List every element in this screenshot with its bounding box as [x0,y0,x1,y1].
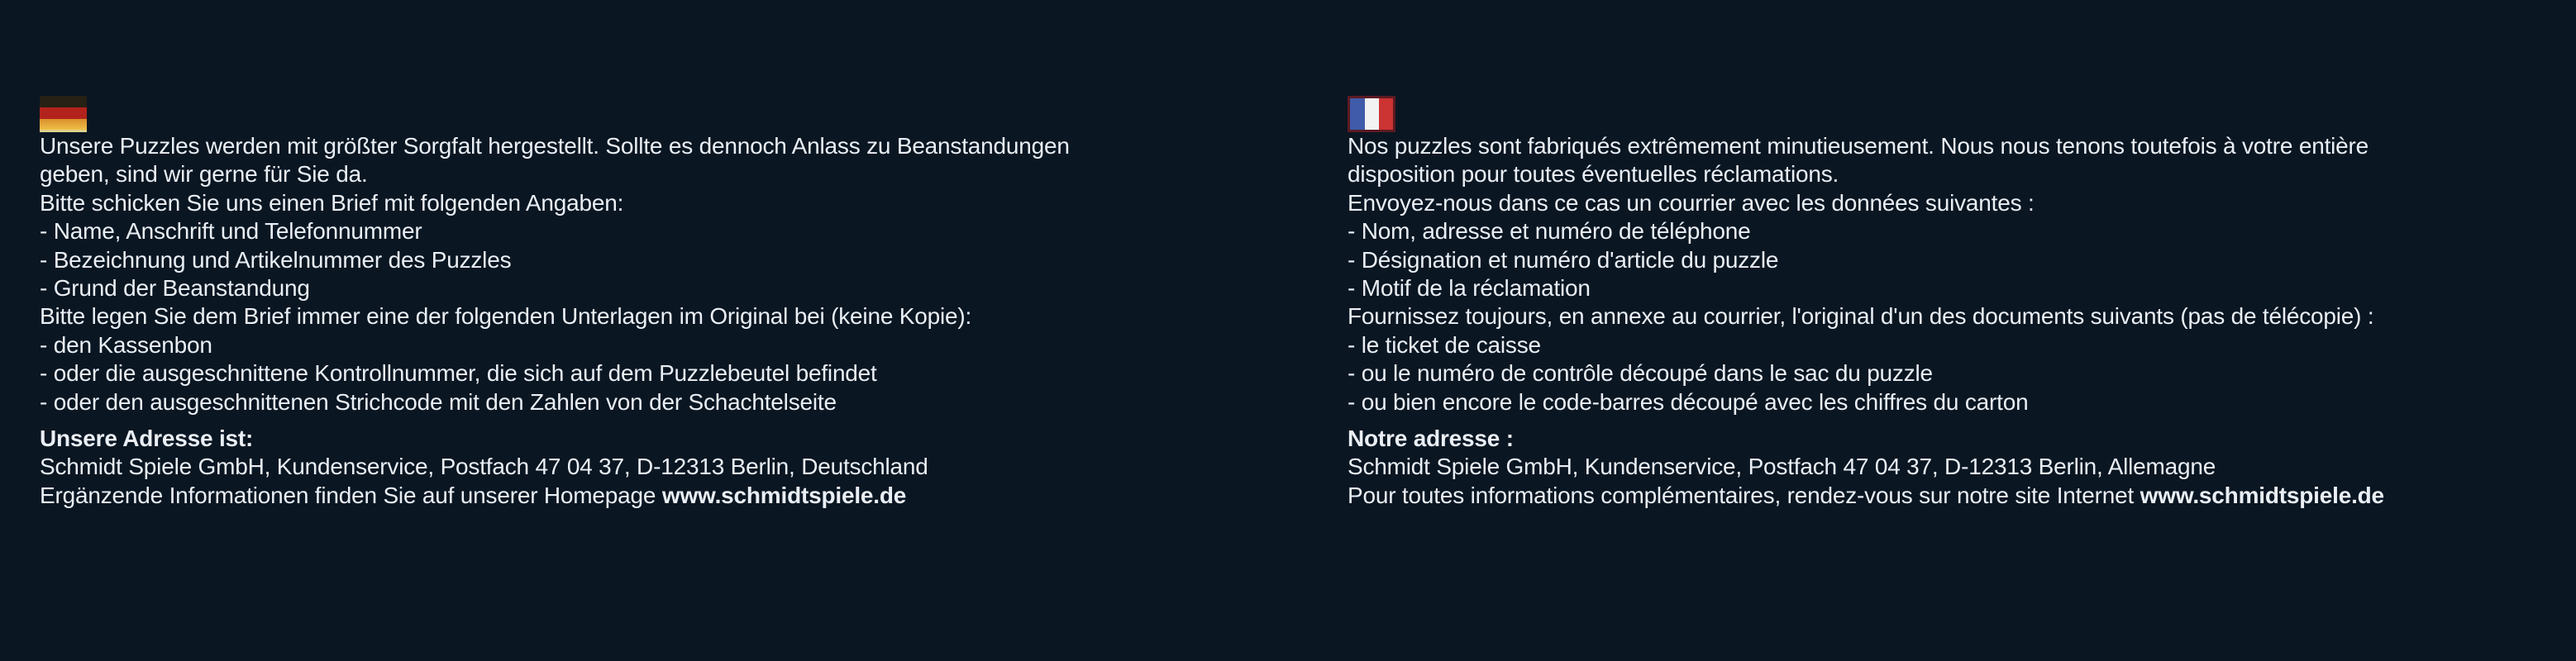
german-flag-black-stripe [40,96,87,107]
text-line: geben, sind wir gerne für Sie da. [40,161,368,188]
text-line: Nos puzzles sont fabriqués extrêmement minutieusement. Nous nous tenons toutefois à votre entière [1348,133,2369,159]
french-address-heading: Notre adresse : [1348,426,1514,452]
text-line: - le ticket de caisse [1348,331,1541,358]
text-line: Bitte schicken Sie uns einen Brief mit folgenden Angaben: [40,189,624,216]
german-text-block [40,132,1313,510]
text-line: Envoyez-nous dans ce cas un courrier avec les données suivantes : [1348,189,2035,216]
text-line: - Bezeichnung und Artikelnummer des Puzzles [40,246,512,273]
german-address-line: Schmidt Spiele GmbH, Kundenservice, Postfach 47 04 37, D-12313 Berlin, Deutschland [40,454,928,480]
german-homepage-text: Ergänzende Informationen finden Sie auf unserer Homepage [40,482,662,508]
french-homepage-text: Pour toutes informations complémentaires, rendez-vous sur notre site Internet [1348,482,2140,508]
german-section [40,96,1313,510]
german-homepage-url: www.schmidtspiele.de [661,482,907,508]
french-homepage-url: www.schmidtspiele.de [2140,482,2384,508]
text-line: - Motif de la réclamation [1348,275,1591,302]
french-homepage-line [1348,482,2555,510]
french-flag-blue-stripe [1350,98,1365,130]
french-text-block [1348,132,2555,510]
text-line: Fournissez toujours, en annexe au courrier, l'original d'un des documents suivants (pas de télécopie) : [1348,303,2374,330]
french-address-line: Schmidt Spiele GmbH, Kundenservice, Postfach 47 04 37, D-12313 Berlin, Allemagne [1348,454,2216,480]
french-flag-red-stripe [1379,98,1393,130]
german-flag-red-stripe [40,107,87,119]
german-flag-gold-stripe [40,119,87,130]
text-line: - Nom, adresse et numéro de téléphone [1348,218,1751,245]
text-line: - Grund der Beanstandung [40,275,310,302]
german-address-heading: Unsere Adresse ist: [40,426,254,452]
text-line: - den Kassenbon [40,331,212,358]
french-flag-icon [1348,96,1395,132]
text-line: - Désignation et numéro d'article du puzzle [1348,246,1779,273]
text-line: - oder den ausgeschnittenen Strichcode mit den Zahlen von der Schachtelseite [40,388,837,415]
french-flag-white-stripe [1365,98,1379,130]
text-line: disposition pour toutes éventuelles réclamations. [1348,161,1839,188]
german-homepage-line [40,482,1313,510]
text-line: - ou le numéro de contrôle découpé dans le sac du puzzle [1348,360,1933,387]
text-line: Bitte legen Sie dem Brief immer eine der folgenden Unterlagen im Original bei (keine Kopie): [40,303,972,330]
text-line: - Name, Anschrift und Telefonnummer [40,218,422,245]
french-section [1348,96,2555,510]
text-line: - oder die ausgeschnittene Kontrollnummer, die sich auf dem Puzzlebeutel befindet [40,360,877,387]
text-line: - ou bien encore le code-barres découpé avec les chiffres du carton [1348,388,2029,415]
text-line: Unsere Puzzles werden mit größter Sorgfalt hergestellt. Sollte es dennoch Anlass zu Beanstandungen [40,133,1070,159]
german-flag-icon [40,96,87,132]
